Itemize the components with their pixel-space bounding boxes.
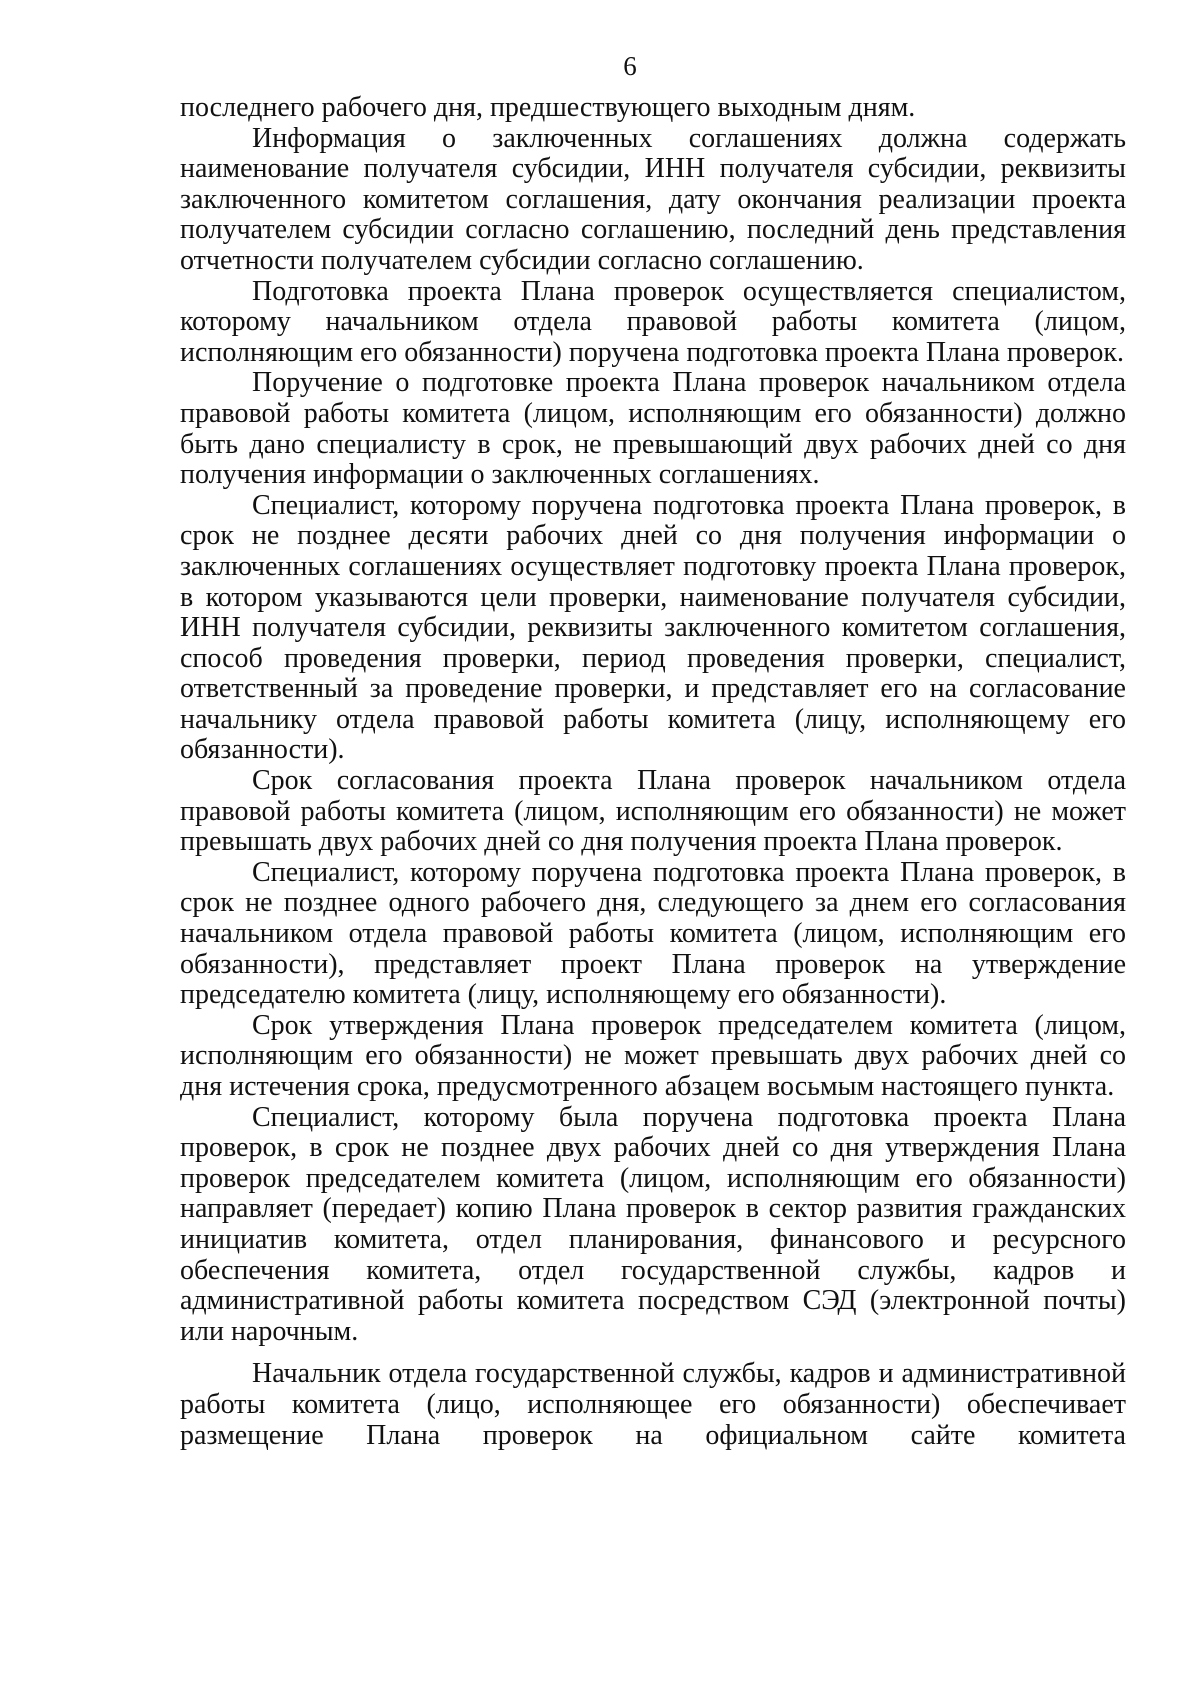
- paragraph-distribution: Специалист, которому была поручена подготовка проекта Плана проверок, в срок не позднее двух рабочих дней со дня утверждения Плана проверок председателем комитета (лицом, исполняющим его обязанности) направляет (передает) копию Плана проверок в сектор развития гражданских инициатив комитета, отдел планирования, финансового и ресурсного обеспечения комитета, отдел государственной службы, кадров и административной работы комитета посредством СЭД (электронной почты) или нарочным.: [180, 1101, 1126, 1347]
- paragraph-submission: Специалист, которому поручена подготовка проекта Плана проверок, в срок не позднее одного рабочего дня, следующего за днем его согласования начальником отдела правовой работы комитета (лицом, исполняющим его обязанности), представляет проект Плана проверок на утверждение председателю комитета (лицу, исполняющему его обязанности).: [180, 856, 1126, 1011]
- paragraph-chairman-approval: Срок утверждения Плана проверок председателем комитета (лицом, исполняющим его обязанности) не может превышать двух рабочих дней со дня истечения срока, предусмотренного абзацем восьмым настоящего пункта.: [180, 1009, 1126, 1102]
- paragraph-agreements-info: Информация о заключенных соглашениях должна содержать наименование получателя субсидии, ИНН получателя субсидии, реквизиты заключенного комитетом соглашения, дату окончания реализации проекта получателем субсидии согласно соглашению, последний день представления отчетности получателем субсидии согласно соглашению.: [180, 122, 1126, 276]
- paragraph-plan-preparation: Подготовка проекта Плана проверок осуществляется специалистом, которому начальником отдела правовой работы комитета (лицом, исполняющим его обязанности) поручена подготовка проекта Плана проверок.: [180, 275, 1126, 368]
- paragraph-continuation: последнего рабочего дня, предшествующего выходным дням.: [180, 92, 916, 123]
- document-body: [180, 93, 1126, 1451]
- paragraph-publication: Начальник отдела государственной службы, кадров и административной работы комитета (лицо, исполняющее его обязанности) обеспечивает размещение Плана проверок на официальном сайте комитета: [180, 1358, 1126, 1451]
- paragraph-approval-term: Срок согласования проекта Плана проверок начальником отдела правовой работы комитета (лицом, исполняющим его обязанности) не может превышать двух рабочих дней со дня получения проекта Плана проверок.: [180, 765, 1126, 858]
- paragraph-specialist-duties: Специалист, которому поручена подготовка проекта Плана проверок, в срок не позднее десяти рабочих дней со дня получения информации о заключенных соглашениях осуществляет подготовку проекта Плана проверок, в котором указываются цели проверки, наименование получателя субсидии, ИНН получателя субсидии, реквизиты заключенного комитетом соглашения, способ проведения проверки, период проведения проверки, специалист, ответственный за проведение проверки, и представляет его на согласование начальнику отдела правовой работы комитета (лицу, исполняющему его обязанности).: [180, 489, 1126, 766]
- paragraph-assignment: Поручение о подготовке проекта Плана проверок начальником отдела правовой работы комитета (лицом, исполняющим его обязанности) должно быть дано специалисту в срок, не превышающий двух рабочих дней со дня получения информации о заключенных соглашениях.: [180, 367, 1126, 491]
- page-number: 6: [623, 51, 637, 81]
